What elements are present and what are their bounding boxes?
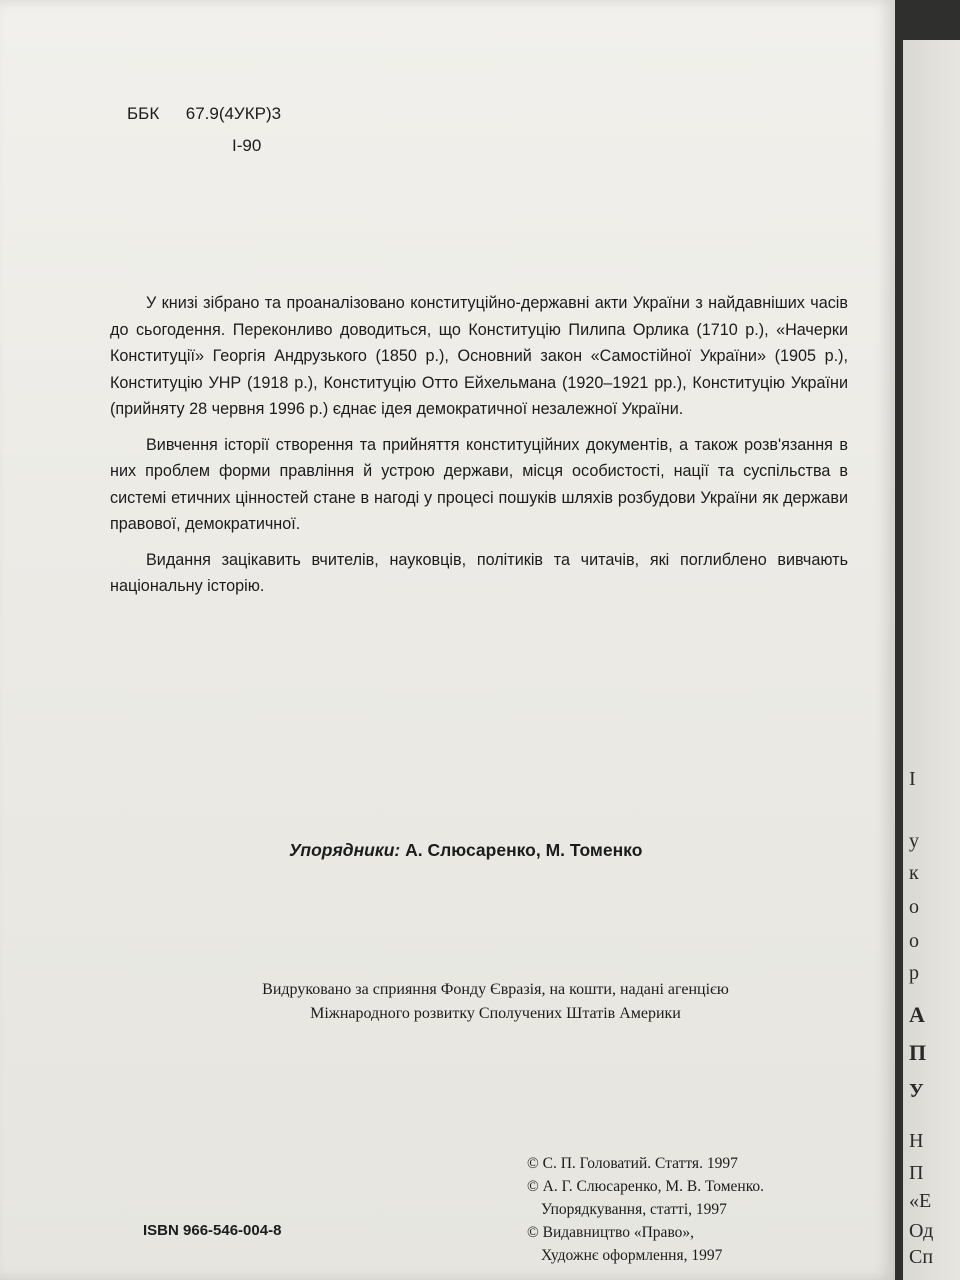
author-mark: І-90 <box>232 136 262 155</box>
next-page-fragment: р <box>909 962 919 984</box>
bbk-label: ББК <box>127 104 160 123</box>
copyright-line: © С. П. Головатий. Стаття. 1997 <box>527 1155 738 1172</box>
next-page-fragment: У <box>909 1080 924 1102</box>
next-page-fragment: П <box>909 1162 924 1184</box>
copyright-line: © А. Г. Слюсаренко, М. В. Томенко. <box>527 1178 765 1195</box>
printed-note <box>213 978 778 1026</box>
bbk-code: 67.9(4УКР)3 <box>185 104 282 123</box>
isbn: ISBN 966-546-004-8 <box>143 1222 282 1239</box>
copyright-line: Художнє оформлення, 1997 <box>541 1247 723 1264</box>
compilers-line <box>289 840 642 861</box>
printed-note-line: Міжнародного розвитку Сполучених Штатів Америки <box>310 1005 681 1022</box>
abstract-paragraph: У книзі зібрано та проаналізовано конституційно-державні акти України з найдавніших часів до сьогодення. Переконливо доводиться, що Конституцію Пилипа Орлика (1710 р.), «Начерки Конституції» Георгія Андрузького (1850 р.), Основний закон «Самостійної України» (1905 р.), Конституцію УНР (1918 р.), Конституцію Отто Ейхельмана (1920–1921 рр.), Конституцію України (прийняту 28 червня 1996 р.) єднає ідея демократичної незалежної України. <box>110 294 848 418</box>
abstract-paragraph: Вивчення історії створення та прийняття конституційних документів, а також розв'язання в них проблем форми правління й устрою держави, місця особистості, нації та суспільства в системі етичних цінностей стане в нагоді у процесі пошуків шляхів розбудови України як держави правової, демократичної. <box>110 435 848 533</box>
abstract-paragraph: Видання зацікавить вчителів, науковців, політиків та читачів, які поглиблено вивчають національну історію. <box>110 550 848 595</box>
book-abstract <box>110 290 848 609</box>
next-page-fragment: к <box>909 862 919 884</box>
copyright-line: © Видавництво «Право», <box>527 1224 695 1241</box>
next-page-fragment: у <box>909 830 919 852</box>
next-page-fragment: Сп <box>909 1246 934 1268</box>
copyright-block <box>527 1152 764 1267</box>
next-page-fragment: Н <box>909 1130 924 1152</box>
next-page-fragment: І <box>909 768 916 790</box>
copyright-line: Упорядкування, статті, 1997 <box>541 1201 727 1218</box>
next-page-fragment: о <box>909 896 919 918</box>
compilers-role: Упорядники: <box>289 840 401 860</box>
next-page-fragment: П <box>909 1040 927 1065</box>
next-page-edge <box>903 40 960 1280</box>
printed-note-line: Видруковано за сприяння Фонду Євразія, на кошти, надані агенцією <box>262 981 729 998</box>
bbk-classification <box>127 104 281 124</box>
next-page-fragment: А <box>909 1002 925 1027</box>
next-page-fragment: о <box>909 930 919 952</box>
next-page-fragment: «Е <box>909 1190 932 1212</box>
next-page-fragment: Од <box>909 1220 934 1242</box>
compilers-names: А. Слюсаренко, М. Томенко <box>405 840 643 860</box>
